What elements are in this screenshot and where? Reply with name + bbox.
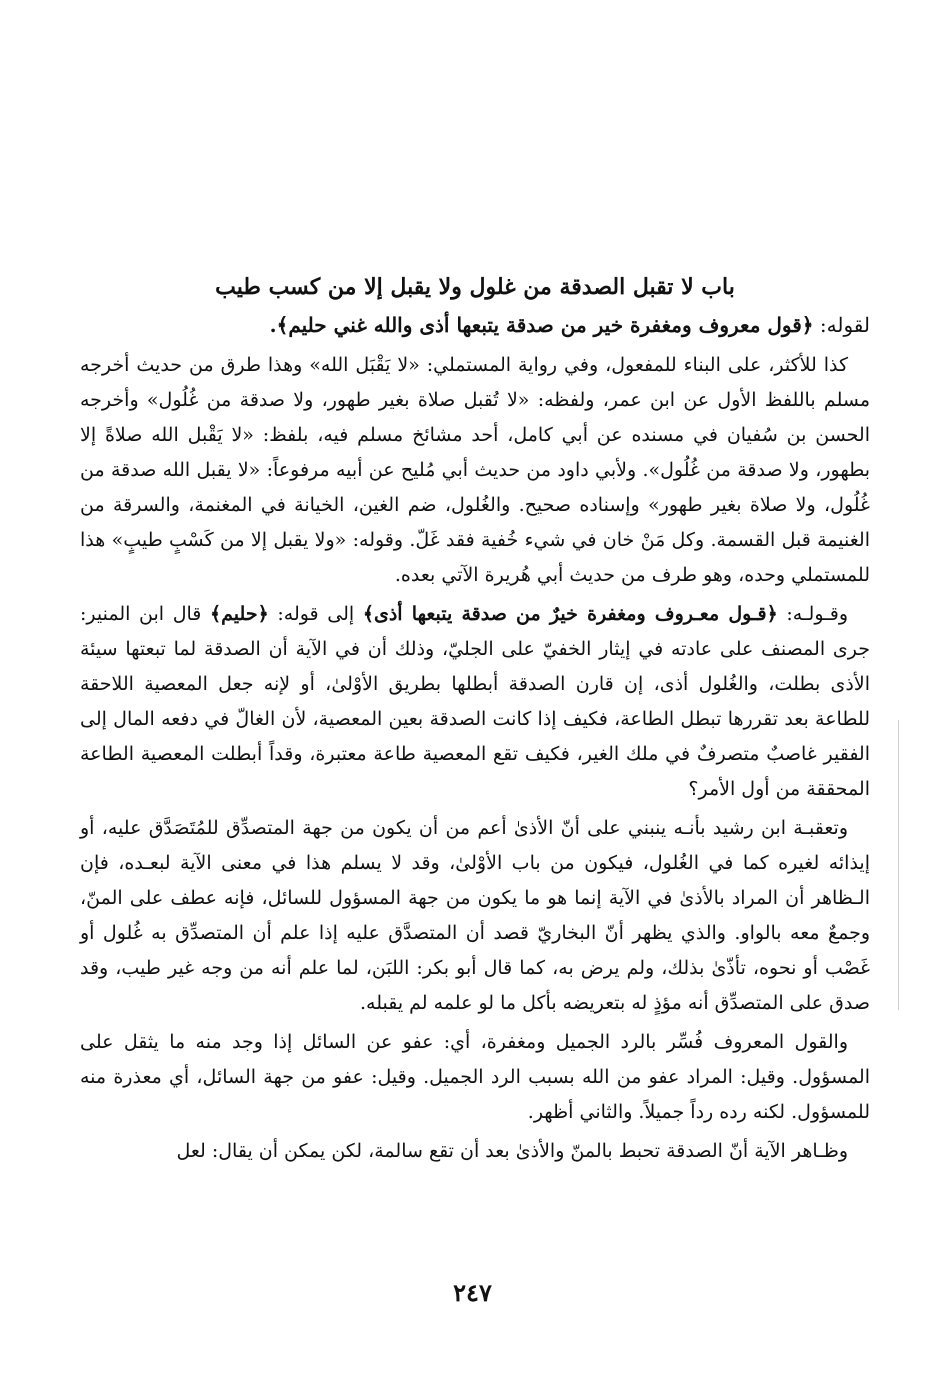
paragraph-2-mid: إلى قوله: [268, 603, 363, 625]
page-number: ٢٤٧ [453, 1278, 492, 1307]
paragraph-3: وتعقبـة ابن رشيد بأنـه ينبني على أنّ الأذىٰ أعم من أن يكون من جهة المتصدِّق للمُتَصَدَّق عليه، أو إيذائه لغيره كما في الغُلول، فيكون من باب الأوْلىٰ، وقد لا يسلم هذا في معنى الآية لبعـده، فإن الـظاهر أن المراد بالأذىٰ في الآية إنما هو ما يكون من جهة المسؤول للسائل، فإنه عطف على المنّ، وجمعٌ معه بالواو. والذي يظهر أنّ البخاريّ قصد أن المتصدَّق عليه إذا علم أن المتصدِّق به غُلول أو غَصْب أو نحوه، تأذّىٰ بذلك، ولم يرض به، كما قال أبو بكر: اللبَن، لما علم أنه من وجه غير طيب، وقد صدق على المتصدِّق أنه مؤذٍ له بتعريضه بأكل ما لو علمه لم يقبله. [80, 817, 870, 1014]
paragraph-2-verse: ﴿قـول معـروف ومغفرة خيرٌ من صدقة يتبعها أذى﴾ [362, 603, 778, 625]
margin-rule [898, 720, 899, 1010]
paragraph-2 [80, 597, 870, 807]
paragraph-5: وظـاهر الآية أنّ الصدقة تحبط بالمنّ والأذىٰ بعد أن تقع سالمة، لكن يمكن أن يقال: لعل [176, 1140, 848, 1162]
paragraph-2-rest: قال ابن المنير: جرى المصنف على عادته في إيثار الخفيّ على الجليّ، وذلك أن في الآية أن الصدقة لما تبعتها سيئة الأذى بطلت، والغُلول أذى، إن قارن الصدقة أبطلها بطريق الأوْلىٰ، أو لإنه جعل المعصية اللاحقة للطاعة بعد تقررها تبطل الطاعة، فكيف إذا كانت الصدقة بعين المعصية، لأن الغالّ في دفعه المال إلى الفقير غاصبٌ متصرفٌ في ملك الغير، فكيف تقع المعصية طاعة معتبرة، وقداً أبطلت المعصية الطاعة المحققة من أول الأمر؟ [80, 603, 870, 800]
page-body [80, 270, 870, 1173]
chapter-title: باب لا تقبل الصدقة من غلول ولا يقبل إلا من كسب طيب [215, 274, 735, 300]
paragraph-2-verse-end: ﴿حليم﴾ [210, 603, 269, 625]
paragraph-1: كذا للأكثر، على البناء للمفعول، وفي رواية المستملي: «لا يَقْبَل الله» وهذا طرق من حديث أخرجه مسلم باللفظ الأول عن ابن عمر، ولفظه: «لا تُقبل صلاة بغير طهور، ولا صدقة من غُلُول» وأخرجه الحسن بن سُفيان في مسنده عن أبي كامل، أحد مشائخ مسلم فيه، بلفظ: «لا يَقْبل الله صلاةً إلا بطهور، ولا صدقة من غُلُول». ولأبي داود من حديث أبي مُليح عن أبيه مرفوعاً: «لا يقبل الله صدقة من غُلُول، ولا صلاة بغير طهور» وإسناده صحيح. والغُلول، ضم الغين، الخيانة في المغنمة، والسرقة من الغنيمة قبل القسمة. وكل مَنْ خان في شيء خُفية فقد غَلّ. وقوله: «ولا يقبل إلا من كَسْبٍ طيبٍ» هذا للمستملي وحده، وهو طرف من حديث أبي هُريرة الآتي بعده. [80, 354, 870, 586]
paragraph-2-lead: وقـولـه: [777, 603, 848, 625]
paragraph-4: والقول المعروف فُسِّر بالرد الجميل ومغفرة، أي: عفو عن السائل إذا وجد منه ما يثقل على المسؤول. وقيل: المراد عفو من الله بسبب الرد الجميل. وقيل: عفو من جهة السائل، أي معذرة منه للمسؤول. لكنه رده رداً جميلاً. والثاني أظهر. [80, 1031, 870, 1123]
verse-intro [80, 308, 870, 342]
quran-verse: ﴿قول معروف ومغفرة خير من صدقة يتبعها أذى والله غني حليم﴾. [269, 313, 814, 337]
verse-intro-prefix: لقوله: [813, 313, 870, 337]
